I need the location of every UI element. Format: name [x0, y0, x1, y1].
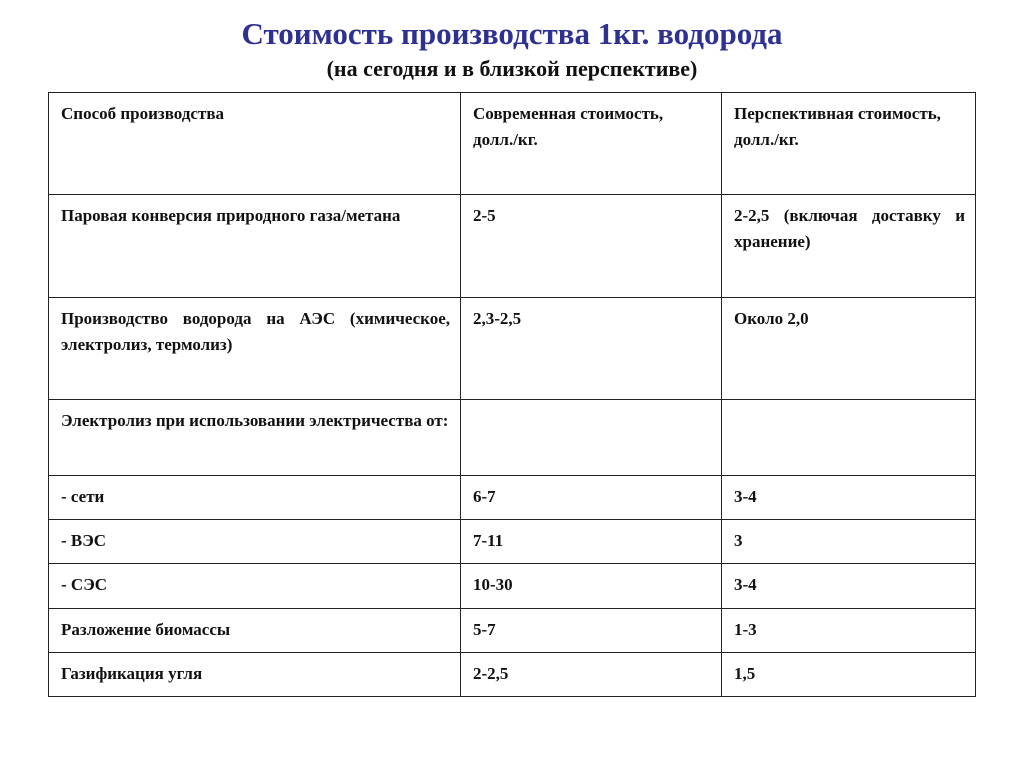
table-row [49, 195, 976, 298]
current-cost-cell: 2-2,5 [461, 653, 722, 697]
table-row [49, 520, 976, 564]
header-current-cost: Современная стоимость, долл./кг. [461, 93, 722, 195]
method-cell: - ВЭС [49, 520, 461, 564]
table-row [49, 653, 976, 697]
table-row [49, 298, 976, 400]
current-cost-cell: 2-5 [461, 195, 722, 298]
future-cost-cell: 1-3 [722, 609, 976, 653]
method-cell: - СЭС [49, 564, 461, 609]
method-cell: - сети [49, 476, 461, 520]
future-cost-cell: 3-4 [722, 564, 976, 609]
table-row [49, 400, 976, 476]
current-cost-cell [461, 400, 722, 476]
future-cost-cell: 3-4 [722, 476, 976, 520]
current-cost-cell: 6-7 [461, 476, 722, 520]
method-cell: Газификация угля [49, 653, 461, 697]
future-cost-cell: 3 [722, 520, 976, 564]
current-cost-cell: 5-7 [461, 609, 722, 653]
slide-subtitle: (на сегодня и в близкой перспективе) [326, 56, 698, 81]
header-future-cost: Перспективная стоимость, долл./кг. [722, 93, 976, 195]
table-row [49, 476, 976, 520]
table-header-row [49, 93, 976, 195]
future-cost-cell: 1,5 [722, 653, 976, 697]
future-cost-cell: 2-2,5 (включая доставку и хранение) [722, 195, 976, 298]
future-cost-cell [722, 400, 976, 476]
header-method: Способ производства [49, 93, 461, 195]
current-cost-cell: 10-30 [461, 564, 722, 609]
method-cell: Производство водорода на АЭС (химическое, электролиз, термолиз) [49, 298, 461, 400]
slide-title: Стоимость производства 1кг. водорода [241, 16, 783, 51]
method-cell: Электролиз при использовании электричества от: [49, 400, 461, 476]
method-cell: Паровая конверсия природного газа/метана [49, 195, 461, 298]
table-row [49, 609, 976, 653]
current-cost-cell: 7-11 [461, 520, 722, 564]
method-cell: Разложение биомассы [49, 609, 461, 653]
cost-table [48, 92, 976, 697]
table-row [49, 564, 976, 609]
future-cost-cell: Около 2,0 [722, 298, 976, 400]
current-cost-cell: 2,3-2,5 [461, 298, 722, 400]
